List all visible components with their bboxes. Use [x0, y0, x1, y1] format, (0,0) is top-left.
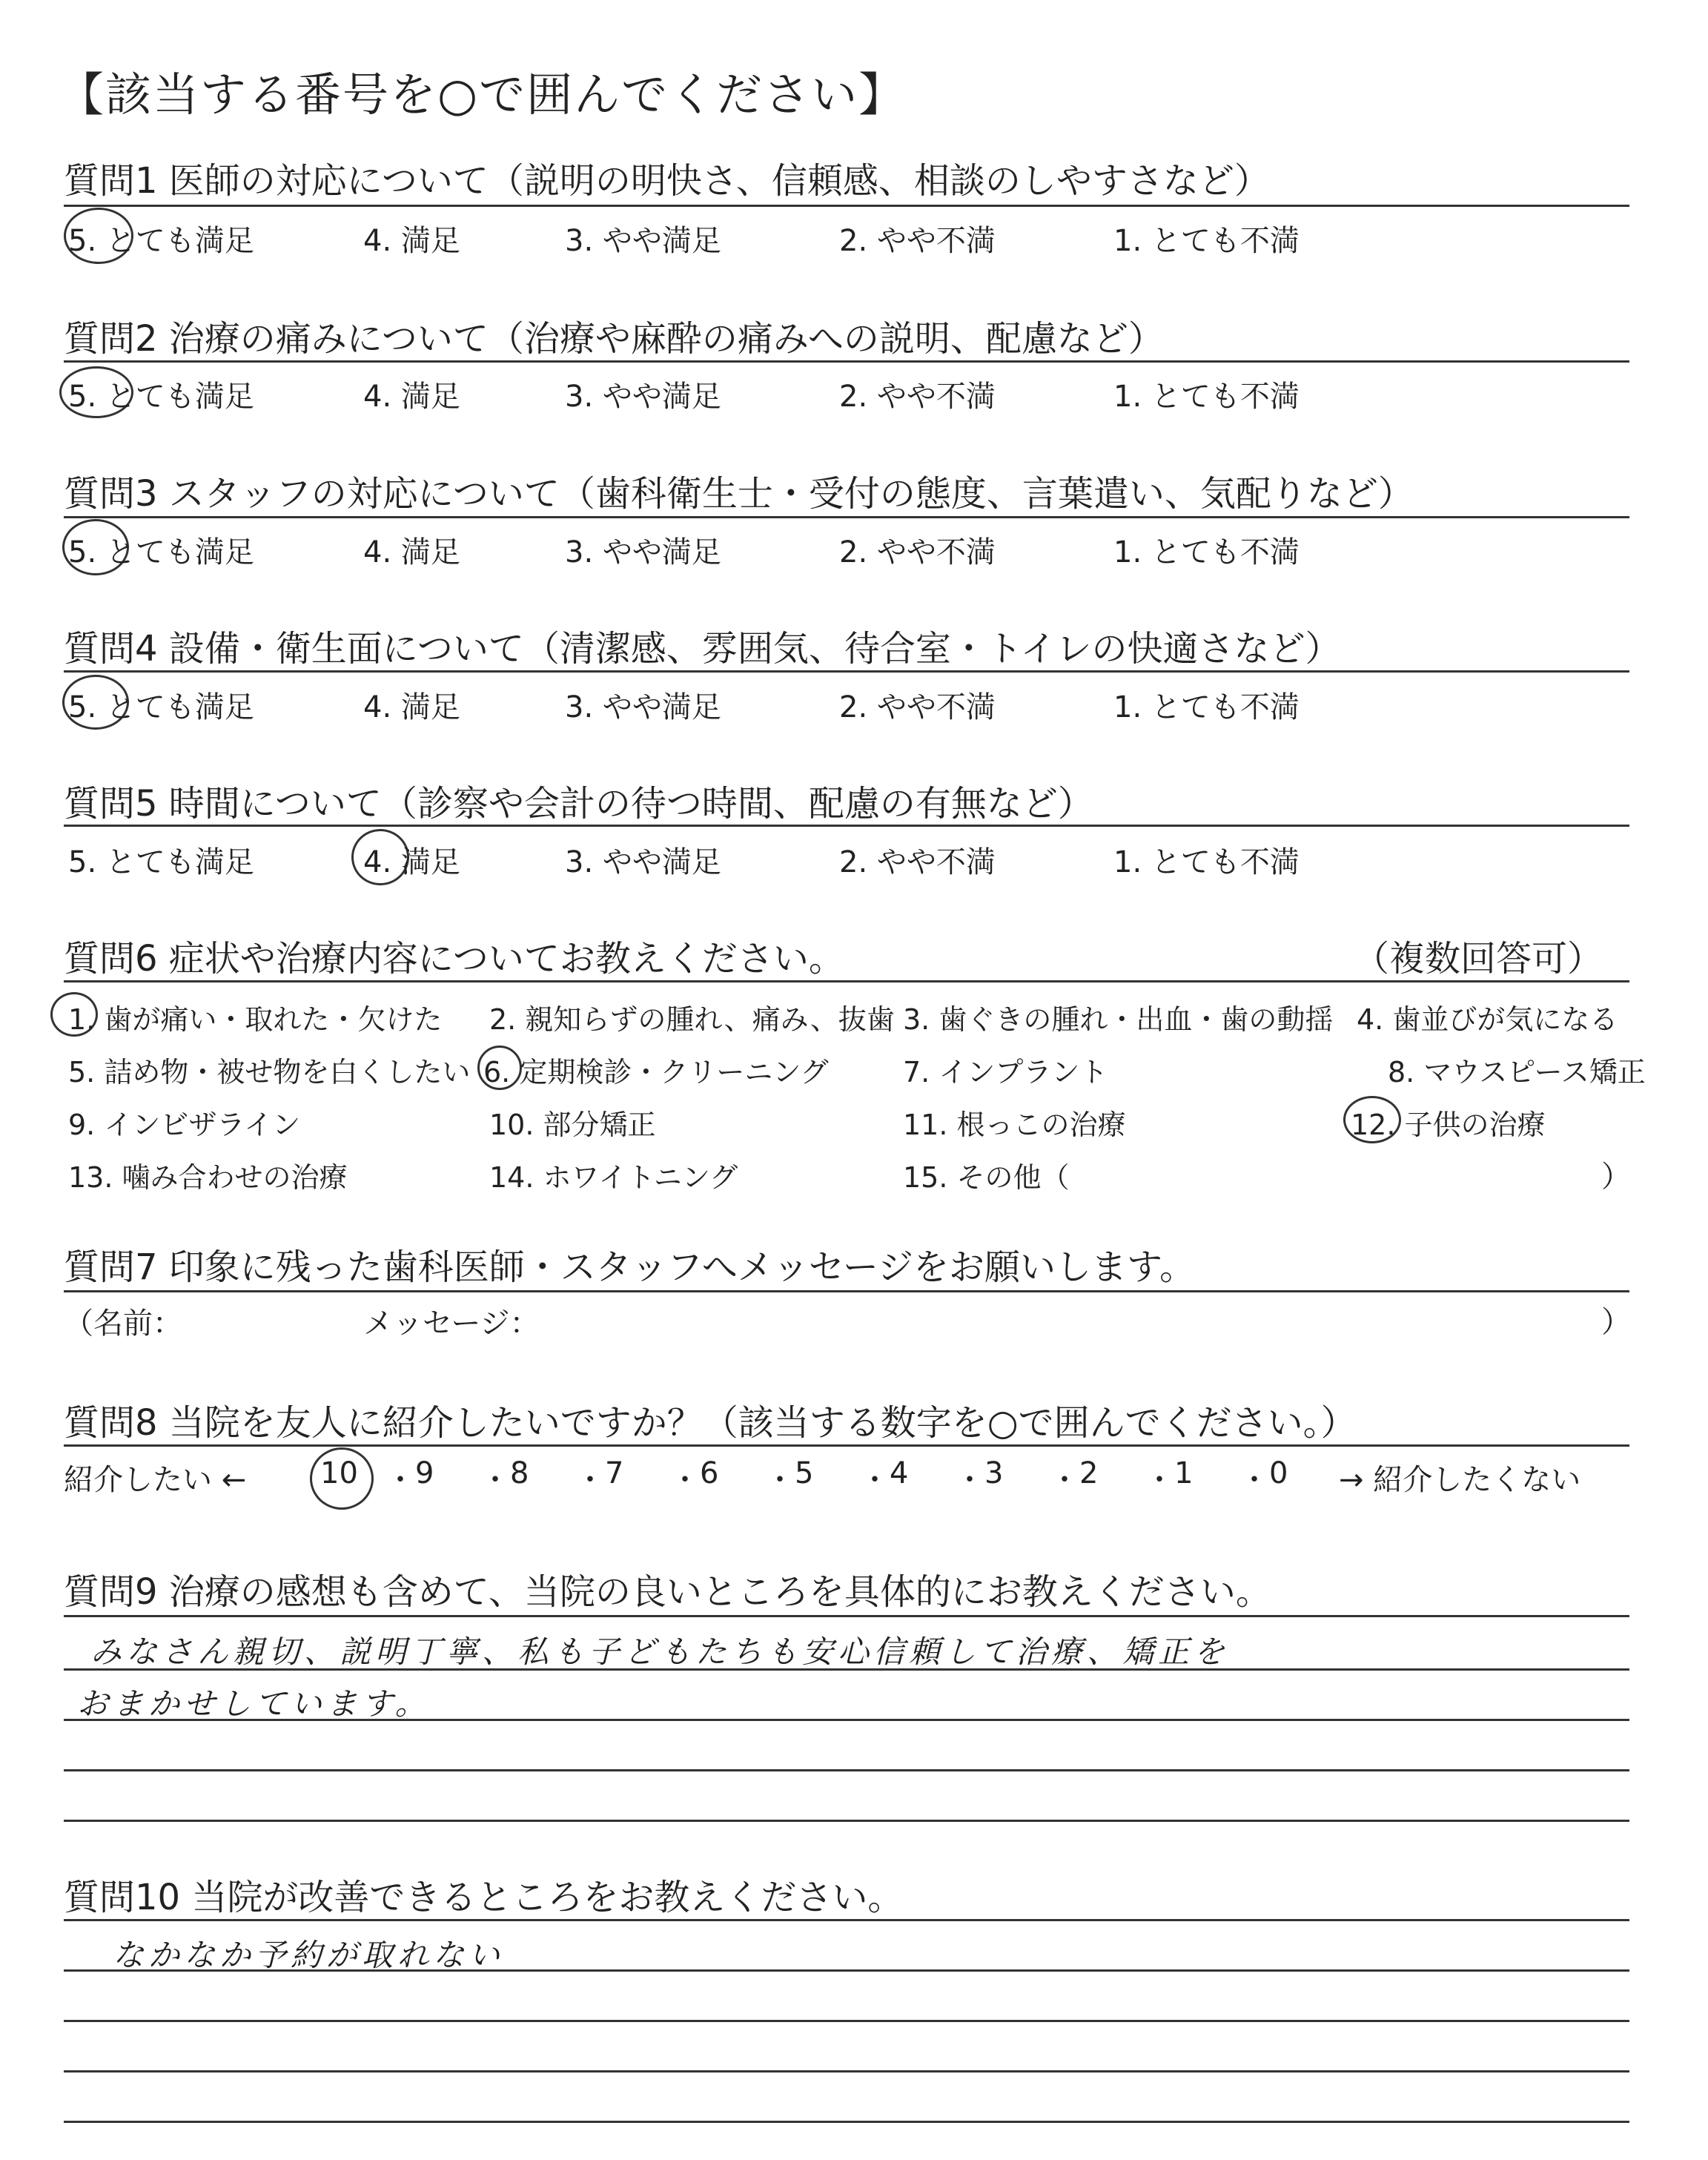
q1-option-4[interactable]: 4. 満足 [363, 224, 460, 258]
q1-option-1[interactable]: 1. とても不満 [1113, 224, 1300, 258]
q6-option-6[interactable]: 6. 定期検診・クリーニング [483, 1056, 829, 1089]
q6-option-12[interactable]: 12. 子供の治療 [1351, 1109, 1546, 1141]
q8-scale-value-4[interactable]: 4 [890, 1456, 909, 1490]
q3-option-5[interactable]: 5. とても満足 [68, 535, 254, 569]
q6-option-8[interactable]: 8. マウスピース矯正 [1388, 1056, 1646, 1089]
q8-scale-separator: ・ [765, 1463, 795, 1497]
q10-rule-3 [64, 2020, 1629, 2022]
q5-option-4[interactable]: 4. 満足 [363, 845, 460, 879]
q3-option-2[interactable]: 2. やや不満 [839, 535, 996, 569]
q8-scale-value-0[interactable]: 0 [1269, 1456, 1288, 1490]
q8-scale-value-10[interactable]: 10 [320, 1456, 358, 1490]
q6-option-11[interactable]: 11. 根っこの治療 [903, 1109, 1126, 1141]
q9-rule-3 [64, 1719, 1629, 1721]
q9-rule-2 [64, 1668, 1629, 1671]
q5-option-1[interactable]: 1. とても不満 [1113, 845, 1300, 879]
q8-scale-separator: ・ [1050, 1463, 1079, 1497]
q5-rule [64, 825, 1629, 827]
q10-rule-1 [64, 1919, 1629, 1921]
q8-scale-value-2[interactable]: 2 [1079, 1456, 1099, 1490]
q2-option-5[interactable]: 5. とても満足 [68, 380, 254, 414]
q6-option-5[interactable]: 5. 詰め物・被せ物を白くしたい [68, 1056, 471, 1089]
q10-rule-5 [64, 2121, 1629, 2123]
q7-title: 質問7 印象に残った歯科医師・スタッフへメッセージをお願いします。 [64, 1246, 1196, 1288]
q7-close-paren: ） [1601, 1305, 1631, 1339]
q8-scale-value-9[interactable]: 9 [415, 1456, 434, 1490]
q8-scale-value-8[interactable]: 8 [510, 1456, 529, 1490]
q2-rule [64, 360, 1629, 363]
q2-option-4[interactable]: 4. 満足 [363, 380, 460, 414]
q6-multiple-note: （複数回答可） [1354, 938, 1603, 980]
form-header: 【該当する番号を○で囲んでください】 [58, 67, 907, 122]
q8-scale-separator: ・ [385, 1463, 415, 1497]
q8-scale-separator: ・ [860, 1463, 890, 1497]
q8-scale-separator: ・ [1145, 1463, 1174, 1497]
q8-scale-value-1[interactable]: 1 [1174, 1456, 1194, 1490]
q8-scale-separator: ・ [670, 1463, 700, 1497]
q3-option-3[interactable]: 3. やや満足 [565, 535, 721, 569]
q6-rule [64, 980, 1629, 982]
q5-option-5[interactable]: 5. とても満足 [68, 845, 254, 879]
q8-scale-separator: ・ [1239, 1463, 1269, 1497]
q8-scale-value-7[interactable]: 7 [605, 1456, 624, 1490]
q3-title: 質問3 スタッフの対応について（歯科衛生士・受付の態度、言葉遣い、気配りなど） [64, 473, 1414, 515]
q7-name-label: （名前： [64, 1307, 182, 1341]
q2-option-3[interactable]: 3. やや満足 [565, 380, 721, 414]
q6-option-14[interactable]: 14. ホワイトニング [489, 1161, 738, 1194]
q6-option-7[interactable]: 7. インプラント [903, 1056, 1108, 1089]
q3-option-1[interactable]: 1. とても不満 [1113, 535, 1300, 569]
q9-answer-line-2: おまかせしています。 [77, 1685, 431, 1722]
q6-option-2[interactable]: 2. 親知らずの腫れ、痛み、抜歯 [489, 1003, 895, 1036]
q7-rule [64, 1290, 1629, 1292]
q8-scale-value-6[interactable]: 6 [700, 1456, 719, 1490]
q4-option-2[interactable]: 2. やや不満 [839, 690, 996, 724]
q8-title: 質問8 当院を友人に紹介したいですか？（該当する数字を○で囲んでください。） [64, 1402, 1357, 1444]
q9-answer-line-1: みなさん親切、説明丁寧、私も子どもたちも安心信頼して治療、矯正を [90, 1634, 1230, 1670]
q4-option-5[interactable]: 5. とても満足 [68, 690, 254, 724]
q3-option-4[interactable]: 4. 満足 [363, 535, 460, 569]
q9-rule-5 [64, 1820, 1629, 1822]
q1-title: 質問1 医師の対応について（説明の明快さ、信頼感、相談のしやすさなど） [64, 160, 1270, 202]
q9-title: 質問9 治療の感想も含めて、当院の良いところを具体的にお教えください。 [64, 1571, 1271, 1613]
q9-rule-1 [64, 1615, 1629, 1617]
q6-option-4[interactable]: 4. 歯並びが気になる [1357, 1003, 1618, 1036]
q10-rule-2 [64, 1969, 1629, 1972]
q8-left-label: 紹介したい ← [64, 1463, 247, 1497]
q4-option-3[interactable]: 3. やや満足 [565, 690, 721, 724]
q1-option-2[interactable]: 2. やや不満 [839, 224, 996, 258]
q5-option-3[interactable]: 3. やや満足 [565, 845, 721, 879]
q2-title: 質問2 治療の痛みについて（治療や麻酔の痛みへの説明、配慮など） [64, 318, 1164, 360]
q10-answer-line-1: なかなか予約が取れない [113, 1937, 505, 1973]
q8-right-label: → 紹介したくない [1339, 1463, 1581, 1497]
q8-scale-separator: ・ [480, 1463, 510, 1497]
q1-option-5[interactable]: 5. とても満足 [68, 224, 254, 258]
q1-rule [64, 205, 1629, 207]
q7-message-label: メッセージ： [363, 1307, 540, 1341]
q9-rule-4 [64, 1769, 1629, 1771]
q6-option-15[interactable]: 15. その他（ [903, 1161, 1070, 1194]
q2-option-2[interactable]: 2. やや不満 [839, 380, 996, 414]
q1-option-3[interactable]: 3. やや満足 [565, 224, 721, 258]
q8-scale-separator: ・ [955, 1463, 984, 1497]
q4-rule [64, 670, 1629, 673]
q8-scale-value-5[interactable]: 5 [795, 1456, 814, 1490]
q8-scale-separator: ・ [575, 1463, 605, 1497]
q3-rule [64, 516, 1629, 518]
q10-rule-4 [64, 2070, 1629, 2073]
q6-title: 質問6 症状や治療内容についてお教えください。 [64, 938, 844, 980]
q4-title: 質問4 設備・衛生面について（清潔感、雰囲気、待合室・トイレの快適さなど） [64, 628, 1341, 670]
q6-option-9[interactable]: 9. インビザライン [68, 1109, 301, 1141]
q2-option-1[interactable]: 1. とても不満 [1113, 380, 1300, 414]
q6-option-3[interactable]: 3. 歯ぐきの腫れ・出血・歯の動揺 [903, 1003, 1334, 1036]
q6-option-10[interactable]: 10. 部分矯正 [489, 1109, 656, 1141]
q4-option-4[interactable]: 4. 満足 [363, 690, 460, 724]
q4-option-1[interactable]: 1. とても不満 [1113, 690, 1300, 724]
q8-rule [64, 1444, 1629, 1447]
q8-scale-value-3[interactable]: 3 [984, 1456, 1004, 1490]
q6-option-13[interactable]: 13. 噛み合わせの治療 [68, 1161, 348, 1194]
q5-option-2[interactable]: 2. やや不満 [839, 845, 996, 879]
q6-option-1[interactable]: 1. 歯が痛い・取れた・欠けた [68, 1003, 443, 1036]
q5-title: 質問5 時間について（診察や会計の待つ時間、配慮の有無など） [64, 783, 1093, 825]
q10-title: 質問10 当院が改善できるところをお教えください。 [64, 1877, 904, 1918]
q6-other-close-paren: ） [1601, 1160, 1631, 1194]
